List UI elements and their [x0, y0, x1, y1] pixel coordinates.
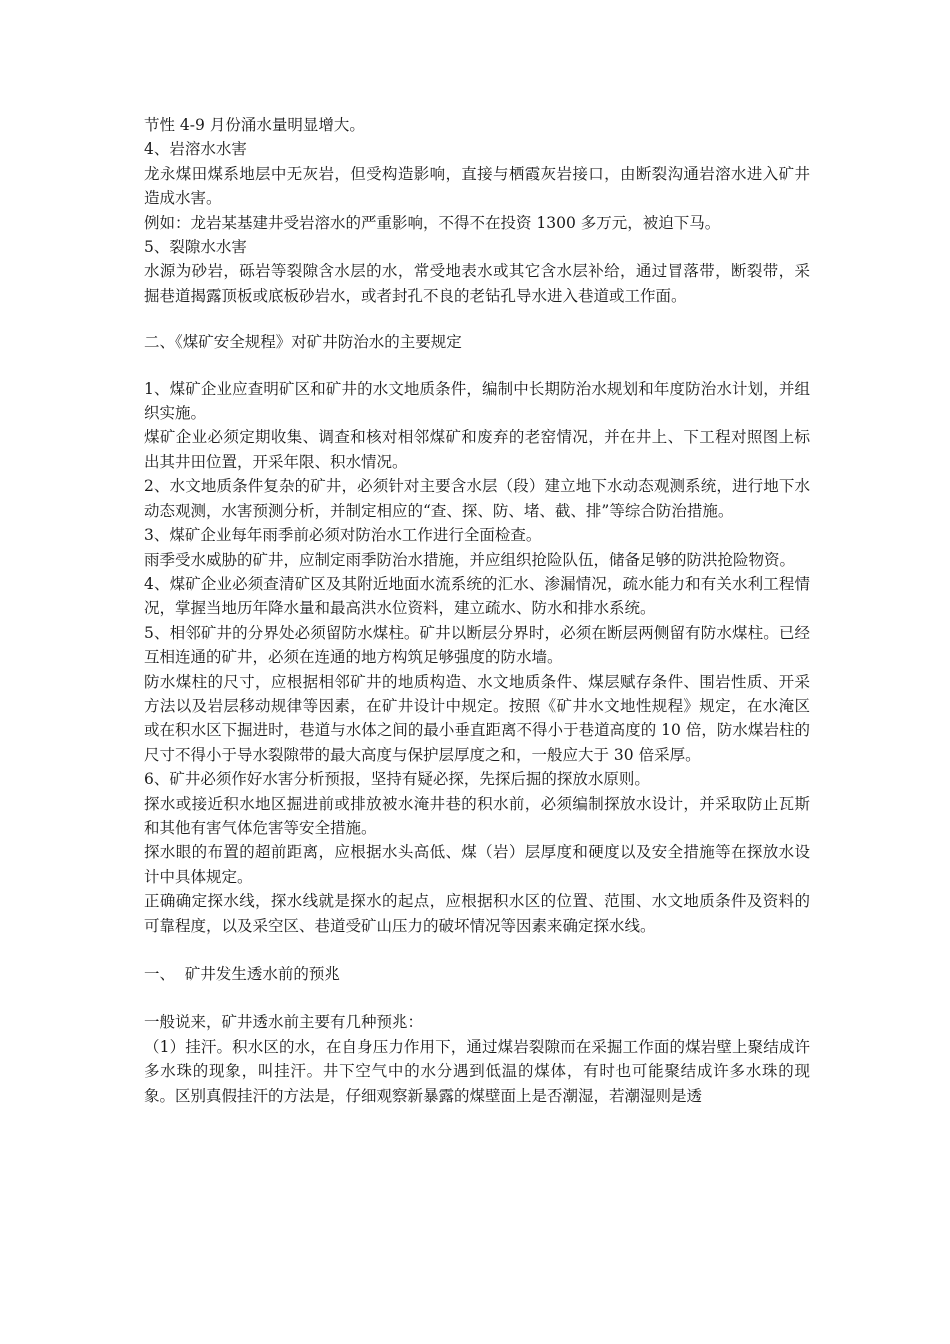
paragraph: 探水或接近积水地区掘进前或排放被水淹井巷的积水前，必须编制探放水设计，并采取防止瓦斯和其他有害气体危害等安全措施。 — [144, 794, 810, 837]
paragraph: （1）挂汗。积水区的水，在自身压力作用下，通过煤岩裂隙而在采掘工作面的煤岩壁上聚结成许多水珠的现象，叫挂汗。井下空气中的水分遇到低温的煤体，有时也可能聚结成许多水珠的现象。区别真假挂汗的方法是，仔细观察新暴露的煤壁面上是否潮湿，若潮湿则是透 — [144, 1037, 810, 1105]
paragraph: 3、煤矿企业每年雨季前必须对防治水工作进行全面检查。 — [144, 526, 542, 545]
paragraph: 4、煤矿企业必须查清矿区及其附近地面水流系统的汇水、渗漏情况，疏水能力和有关水利工程情况，掌握当地历年降水量和最高洪水位资料，建立疏水、防水和排水系统。 — [144, 574, 810, 618]
paragraph: 例如：龙岩某基建井受岩溶水的严重影响，不得不在投资 1300 多万元，被迫下马。 — [144, 213, 721, 232]
paragraph: 探水眼的布置的超前距离，应根据水头高低、煤（岩）层厚度和硬度以及安全措施等在探放水设计中具体规定。 — [144, 843, 810, 886]
paragraph: 5、相邻矿井的分界处必须留防水煤柱。矿井以断层分界时，必须在断层两侧留有防水煤柱。已经互相连通的矿井，必须在连通的地方构筑足够强度的防水墙。 — [144, 623, 810, 667]
paragraph: 6、矿井必须作好水害分析预报，坚持有疑必探，先探后掘的探放水原则。 — [144, 770, 650, 789]
paragraph: 一般说来，矿井透水前主要有几种预兆： — [144, 1013, 424, 1032]
paragraph: 雨季受水威胁的矿井，应制定雨季防治水措施，并应组织抢险队伍，储备足够的防洪抢险物资。 — [144, 550, 796, 569]
subheading: 4、岩溶水水害 — [144, 140, 247, 159]
paragraph: 节性 4-9 月份涌水量明显增大。 — [144, 116, 365, 134]
document-page — [144, 113, 810, 1108]
paragraph: 龙永煤田煤系地层中无灰岩，但受构造影响，直接与栖霞灰岩接口，由断裂沟通岩溶水进入矿井造成水害。 — [144, 164, 810, 208]
section-heading: 一、 矿井发生透水前的预兆 — [144, 965, 340, 983]
paragraph: 煤矿企业必须定期收集、调查和核对相邻煤矿和废弃的老窑情况，并在井上、下工程对照图上标出其井田位置，开采年限、积水情况。 — [144, 428, 810, 471]
paragraph: 防水煤柱的尺寸，应根据相邻矿井的地质构造、水文地质条件、煤层赋存条件、围岩性质、开采方法以及岩层移动规律等因素，在矿井设计中规定。按照《矿井水文地性规程》规定，在水淹区或在积水区下掘进时，巷道与水体之间的最小垂直距离不得小于巷道高度的 10 倍，防水煤岩柱的尺寸不得小于导水裂隙带的最大高度与保护层厚度之和，一般应大于 30 倍采厚。 — [144, 672, 810, 764]
section-heading: 二、《煤矿安全规程》对矿井防治水的主要规定 — [144, 333, 462, 352]
paragraph: 正确确定探水线，探水线就是探水的起点，应根据积水区的位置、范围、水文地质条件及资料的可靠程度，以及采空区、巷道受矿山压力的破坏情况等因素来确定探水线。 — [144, 892, 810, 935]
subheading: 5、裂隙水水害 — [144, 238, 247, 257]
paragraph: 2、水文地质条件复杂的矿井，必须针对主要含水层（段）建立地下水动态观测系统，进行地下水动态观测，水害预测分析，并制定相应的“查、探、防、堵、截、排”等综合防治措施。 — [144, 477, 810, 520]
paragraph: 水源为砂岩，砾岩等裂隙含水层的水，常受地表水或其它含水层补给，通过冒落带，断裂带，采掘巷道揭露顶板或底板砂岩水，或者封孔不良的老钻孔导水进入巷道或工作面。 — [144, 262, 810, 305]
paragraph: 1、煤矿企业应查明矿区和矿井的水文地质条件，编制中长期防治水规划和年度防治水计划，并组织实施。 — [144, 379, 810, 423]
